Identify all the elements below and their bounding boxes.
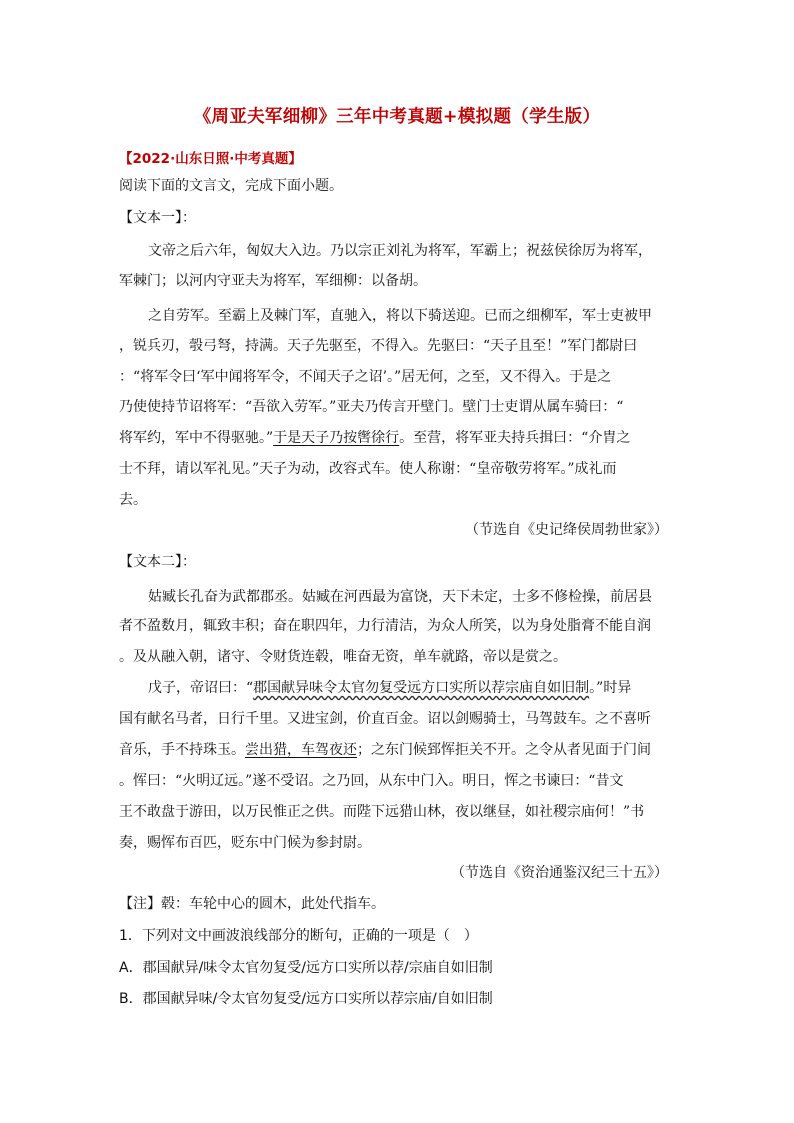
text2-line: 奏，赐恽布百匹，贬东中门候为参封尉。: [119, 835, 371, 851]
text1-heading: 【文本一】：: [119, 210, 196, 226]
text1-line: 之自劳军。至霸上及棘门军，直驰入，将以下骑送迎。已而之细柳军，军士吏被甲: [148, 308, 652, 324]
text2-line: 王不敢盘于游田，以万民惟正之供。而陛下远猎山林，夜以继昼，如社稷宗庙何！”书: [119, 804, 645, 820]
option-a[interactable]: A．郡国献异/味令太官勿复受/远方口实所以荐/宗庙自如旧制: [119, 960, 493, 976]
text2-line-with-wavy: [148, 677, 631, 697]
text2-line-part: 音乐，手不持珠玉。: [119, 742, 245, 758]
text2-line: 姑臧长孔奋为武都郡丞。姑臧在河西最为富饶，天下未定，士多不修检操，前居县: [148, 589, 652, 605]
text2-heading: 【文本二】：: [119, 554, 196, 570]
underlined-sentence: 尝出猎，车驾夜还: [245, 742, 357, 758]
text1-line: 去。: [119, 492, 147, 508]
text2-line-with-underline: [119, 739, 651, 759]
text1-source: （节选自《史记绛侯周勃世家》）: [465, 522, 668, 538]
option-b[interactable]: B．郡国献异味/令太官勿复受/远方口实所以荐宗庙/自如旧制: [119, 991, 493, 1007]
text1-line: 文帝之后六年，匈奴大入边。乃以宗正刘礼为将军，军霸上；祝兹侯徐厉为将军，: [148, 243, 652, 259]
text2-line: 。恽曰：“火明辽远。”遂不受诏。之乃回，从东中门入。明日，恽之书谏曰：“昔文: [119, 773, 624, 789]
text2-line-part: ；之东门候郅恽拒关不开。之令从者见面于门间: [357, 742, 651, 758]
source-tag: 【2022·山东日照·中考真题】: [119, 151, 302, 167]
annotation-note: 【注】毂：车轮中心的圆木，此处代指车。: [119, 896, 385, 912]
page-title: 《周亚夫军细柳》三年中考真题+模拟题（学生版）: [193, 107, 601, 127]
text1-line-part: 。至营，将军亚夫持兵揖曰：“介胄之: [399, 430, 631, 446]
text2-source: （节选自《资治通鉴汉纪三十五》）: [451, 865, 668, 881]
text1-line-with-underline: [119, 427, 630, 447]
text1-line: 军棘门；以河内守亚夫为将军，军细柳：以备胡。: [119, 273, 427, 289]
text1-line: ：“将军令曰‘军中闻将军令，不闻天子之诏’。”居无何，之至，又不得入。于是之: [119, 369, 612, 385]
text2-line: 者不盈数月，辄致丰积；奋在职四年，力行清洁，为众人所笑，以为身处脂膏不能自润: [119, 618, 651, 634]
question-stem: 1．下列对文中画波浪线部分的断句，正确的一项是（ ）: [119, 928, 478, 944]
text1-line-part: 将军约，军中不得驱驰。”: [119, 430, 274, 446]
text2-line: 。及从融入朝，诸守、令财货连毂，唯奋无资，单车就路，帝以是赏之。: [119, 649, 567, 665]
underlined-sentence: 于是天子乃按辔徐行: [273, 430, 400, 446]
wavy-underlined-passage: 郡国献异味令太官勿复受远方口实所以荐宗庙自如旧制: [253, 680, 590, 696]
text1-line: ，锐兵刃，彀弓弩，持满。天子先驱至，不得入。先驱曰：“天子且至！”军门都尉曰: [119, 338, 638, 354]
text2-line-part: 戊子，帝诏曰：“: [148, 680, 254, 696]
text2-line-part: 。”时异: [589, 680, 632, 696]
text1-line: 士不拜，请以军礼见。”天子为动，改容式车。使人称谢：“皇帝敬劳将军。”成礼而: [119, 461, 617, 477]
text2-line: 国有献名马者，日行千里。又进宝剑，价直百金。诏以剑赐骑士，马驾鼓车。之不喜听: [119, 711, 651, 727]
text1-line: 乃使使持节诏将军：“吾欲入劳军。”亚夫乃传言开壁门。壁门士吏谓从属车骑曰：“: [119, 399, 624, 415]
instruction-text: 阅读下面的文言文，完成下面小题。: [119, 178, 343, 194]
